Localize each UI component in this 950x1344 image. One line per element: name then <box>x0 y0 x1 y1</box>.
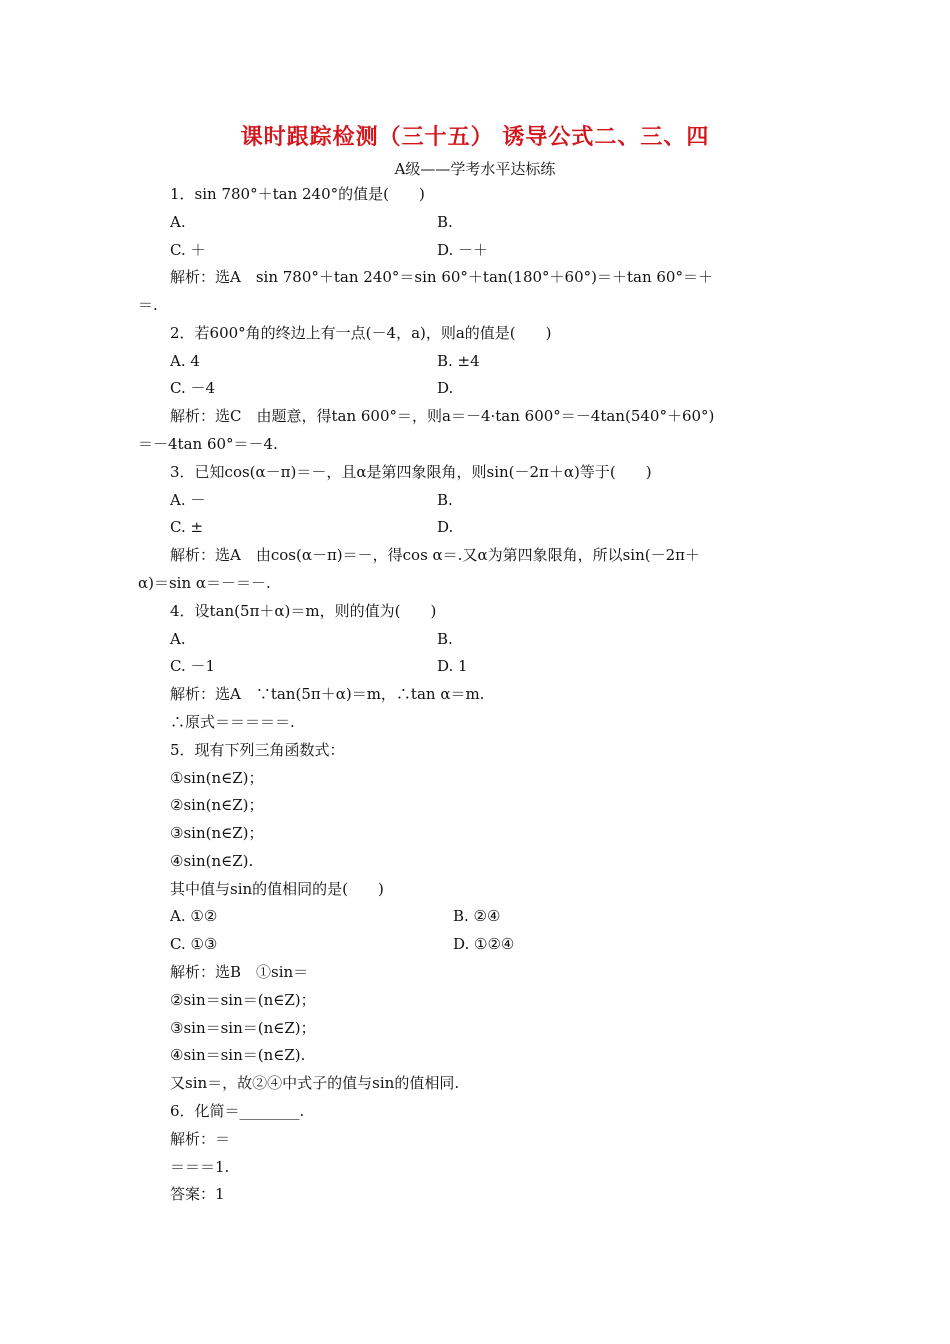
text-line: ④sin(n∈Z). <box>170 852 254 870</box>
text-line: ③sin(n∈Z)； <box>170 824 264 842</box>
text-line: D. <box>437 379 454 397</box>
text-line: ＝－4tan 60°＝－4. <box>138 435 278 453</box>
text-line: 1．sin 780°＋tan 240°的值是( ) <box>170 185 425 203</box>
text-line: A. － <box>170 491 206 509</box>
text-line: C. －4 <box>170 379 216 397</box>
text-line: 2．若600°角的终边上有一点(－4，a)，则a的值是( ) <box>170 324 552 342</box>
text-line: ②sin(n∈Z)； <box>170 796 264 814</box>
text-line: 5．现有下列三角函数式： <box>170 741 345 759</box>
text-line: A. <box>170 213 186 231</box>
text-line: 4．设tan(5π＋α)＝m，则的值为( ) <box>170 602 437 620</box>
text-line: C. －1 <box>170 657 216 675</box>
text-line: ①sin(n∈Z)； <box>170 769 264 787</box>
text-line: ＝＝＝1. <box>170 1158 230 1176</box>
text-line: B. <box>437 630 453 648</box>
text-line: 解析：选B ①sin＝ <box>170 963 309 981</box>
text-line: 又sin＝，故②④中式子的值与sin的值相同. <box>170 1074 460 1092</box>
text-line: A. <box>170 630 186 648</box>
text-line: B. <box>437 213 453 231</box>
text-line: B. <box>437 491 453 509</box>
text-line: C. ①③ <box>170 935 218 953</box>
text-line: D. <box>437 518 454 536</box>
text-line: D. －＋ <box>437 241 489 259</box>
section-subtitle: A级——学考水平达标练 <box>394 160 556 178</box>
text-line: C. ＋ <box>170 241 206 259</box>
text-line: ＝. <box>138 296 158 314</box>
text-line: 答案：1 <box>170 1185 225 1203</box>
text-line: D. 1 <box>437 657 468 675</box>
text-line: ②sin＝sin＝(n∈Z)； <box>170 991 316 1009</box>
text-line: A. ①② <box>170 907 218 925</box>
text-line: 其中值与sin的值相同的是( ) <box>170 880 384 898</box>
text-line: ④sin＝sin＝(n∈Z). <box>170 1046 306 1064</box>
text-line: B. ②④ <box>453 907 501 925</box>
text-line: 解析：选A sin 780°＋tan 240°＝sin 60°＋tan(180°＋60°)＝＋tan 60°＝＋ <box>170 268 713 286</box>
text-line: 解析：＝ <box>170 1130 231 1148</box>
text-line: B. ±4 <box>437 352 480 370</box>
text-line: 解析：选A 由cos(α－π)＝－，得cos α＝.又α为第四象限角，所以sin(－2π＋ <box>170 546 700 564</box>
text-line: 3．已知cos(α－π)＝－，且α是第四象限角，则sin(－2π＋α)等于( ) <box>170 463 652 481</box>
text-line: 6．化简＝________. <box>170 1102 305 1120</box>
text-line: ③sin＝sin＝(n∈Z)； <box>170 1019 316 1037</box>
text-line: D. ①②④ <box>453 935 515 953</box>
page-title: 课时跟踪检测（三十五） 诱导公式二、三、四 <box>240 125 710 150</box>
text-line: α)＝sin α＝－＝－. <box>138 574 271 592</box>
text-line: 解析：选C 由题意，得tan 600°＝，则a＝－4·tan 600°＝－4tan(540°＋60°) <box>170 407 715 425</box>
text-line: C. ± <box>170 518 204 536</box>
text-line: 解析：选A ∵tan(5π＋α)＝m，∴tan α＝m. <box>170 685 485 703</box>
text-line: ∴原式＝＝＝＝＝. <box>170 713 295 731</box>
text-line: A. 4 <box>170 352 200 370</box>
